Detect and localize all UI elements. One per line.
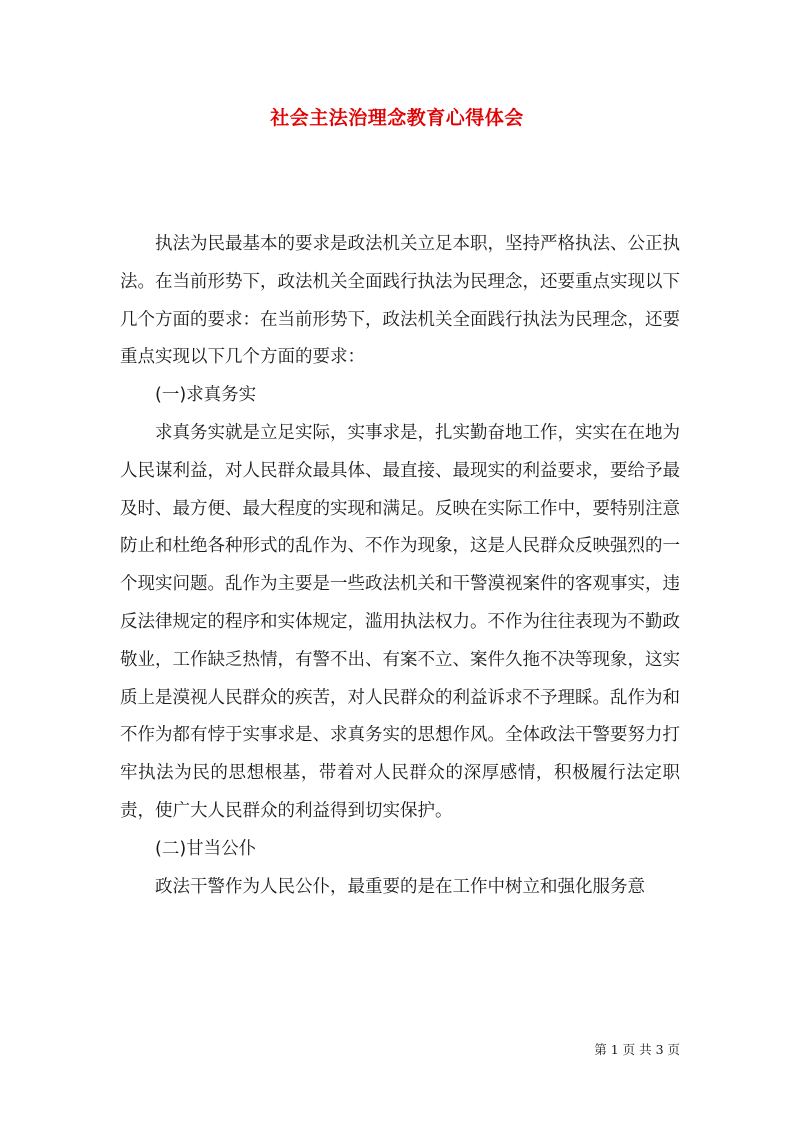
page-number-footer: 第 1 页 共 3 页 — [594, 1042, 680, 1057]
paragraph: 求真务实就是立足实际，实事求是，扎实勤奋地工作，实实在在地为人民谋利益，对人民群众最具体、最直接、最现实的利益要求，要给予最及时、最方便、最大程度的实现和满足。反映在实际工作中，要特别注意防止和杜绝各种形式的乱作为、不作为现象，这是人民群众反映强烈的一个现实问题。乱作为主要是一些政法机关和干警漠视案件的客观事实，违反法律规定的程序和实体规定，滥用执法权力。不作为往往表现为不勤政敬业，工作缺乏热情，有警不出、有案不立、案件久拖不决等现象，这实质上是漠视人民群众的疾苦，对人民群众的利益诉求不予理睬。乱作为和不作为都有悖于实事求是、求真务实的思想作风。全体政法干警要努力打牢执法为民的思想根基，带着对人民群众的深厚感情，积极履行法定职责，使广大人民群众的利益得到切实保护。 — [120, 422, 680, 821]
section-heading: (二)甘当公仆 — [155, 838, 257, 859]
section-heading: (一)求真务实 — [155, 385, 257, 406]
document-body — [120, 226, 680, 906]
paragraph: 政法干警作为人民公仆，最重要的是在工作中树立和强化服务意 — [155, 876, 645, 897]
document-title: 社会主法治理念教育心得体会 — [270, 107, 524, 129]
paragraph: 执法为民最基本的要求是政法机关立足本职，坚持严格执法、公正执法。在当前形势下，政法机关全面践行执法为民理念，还要重点实现以下几个方面的要求：在当前形势下，政法机关全面践行执法为民理念，还要重点实现以下几个方面的要求： — [120, 234, 680, 368]
